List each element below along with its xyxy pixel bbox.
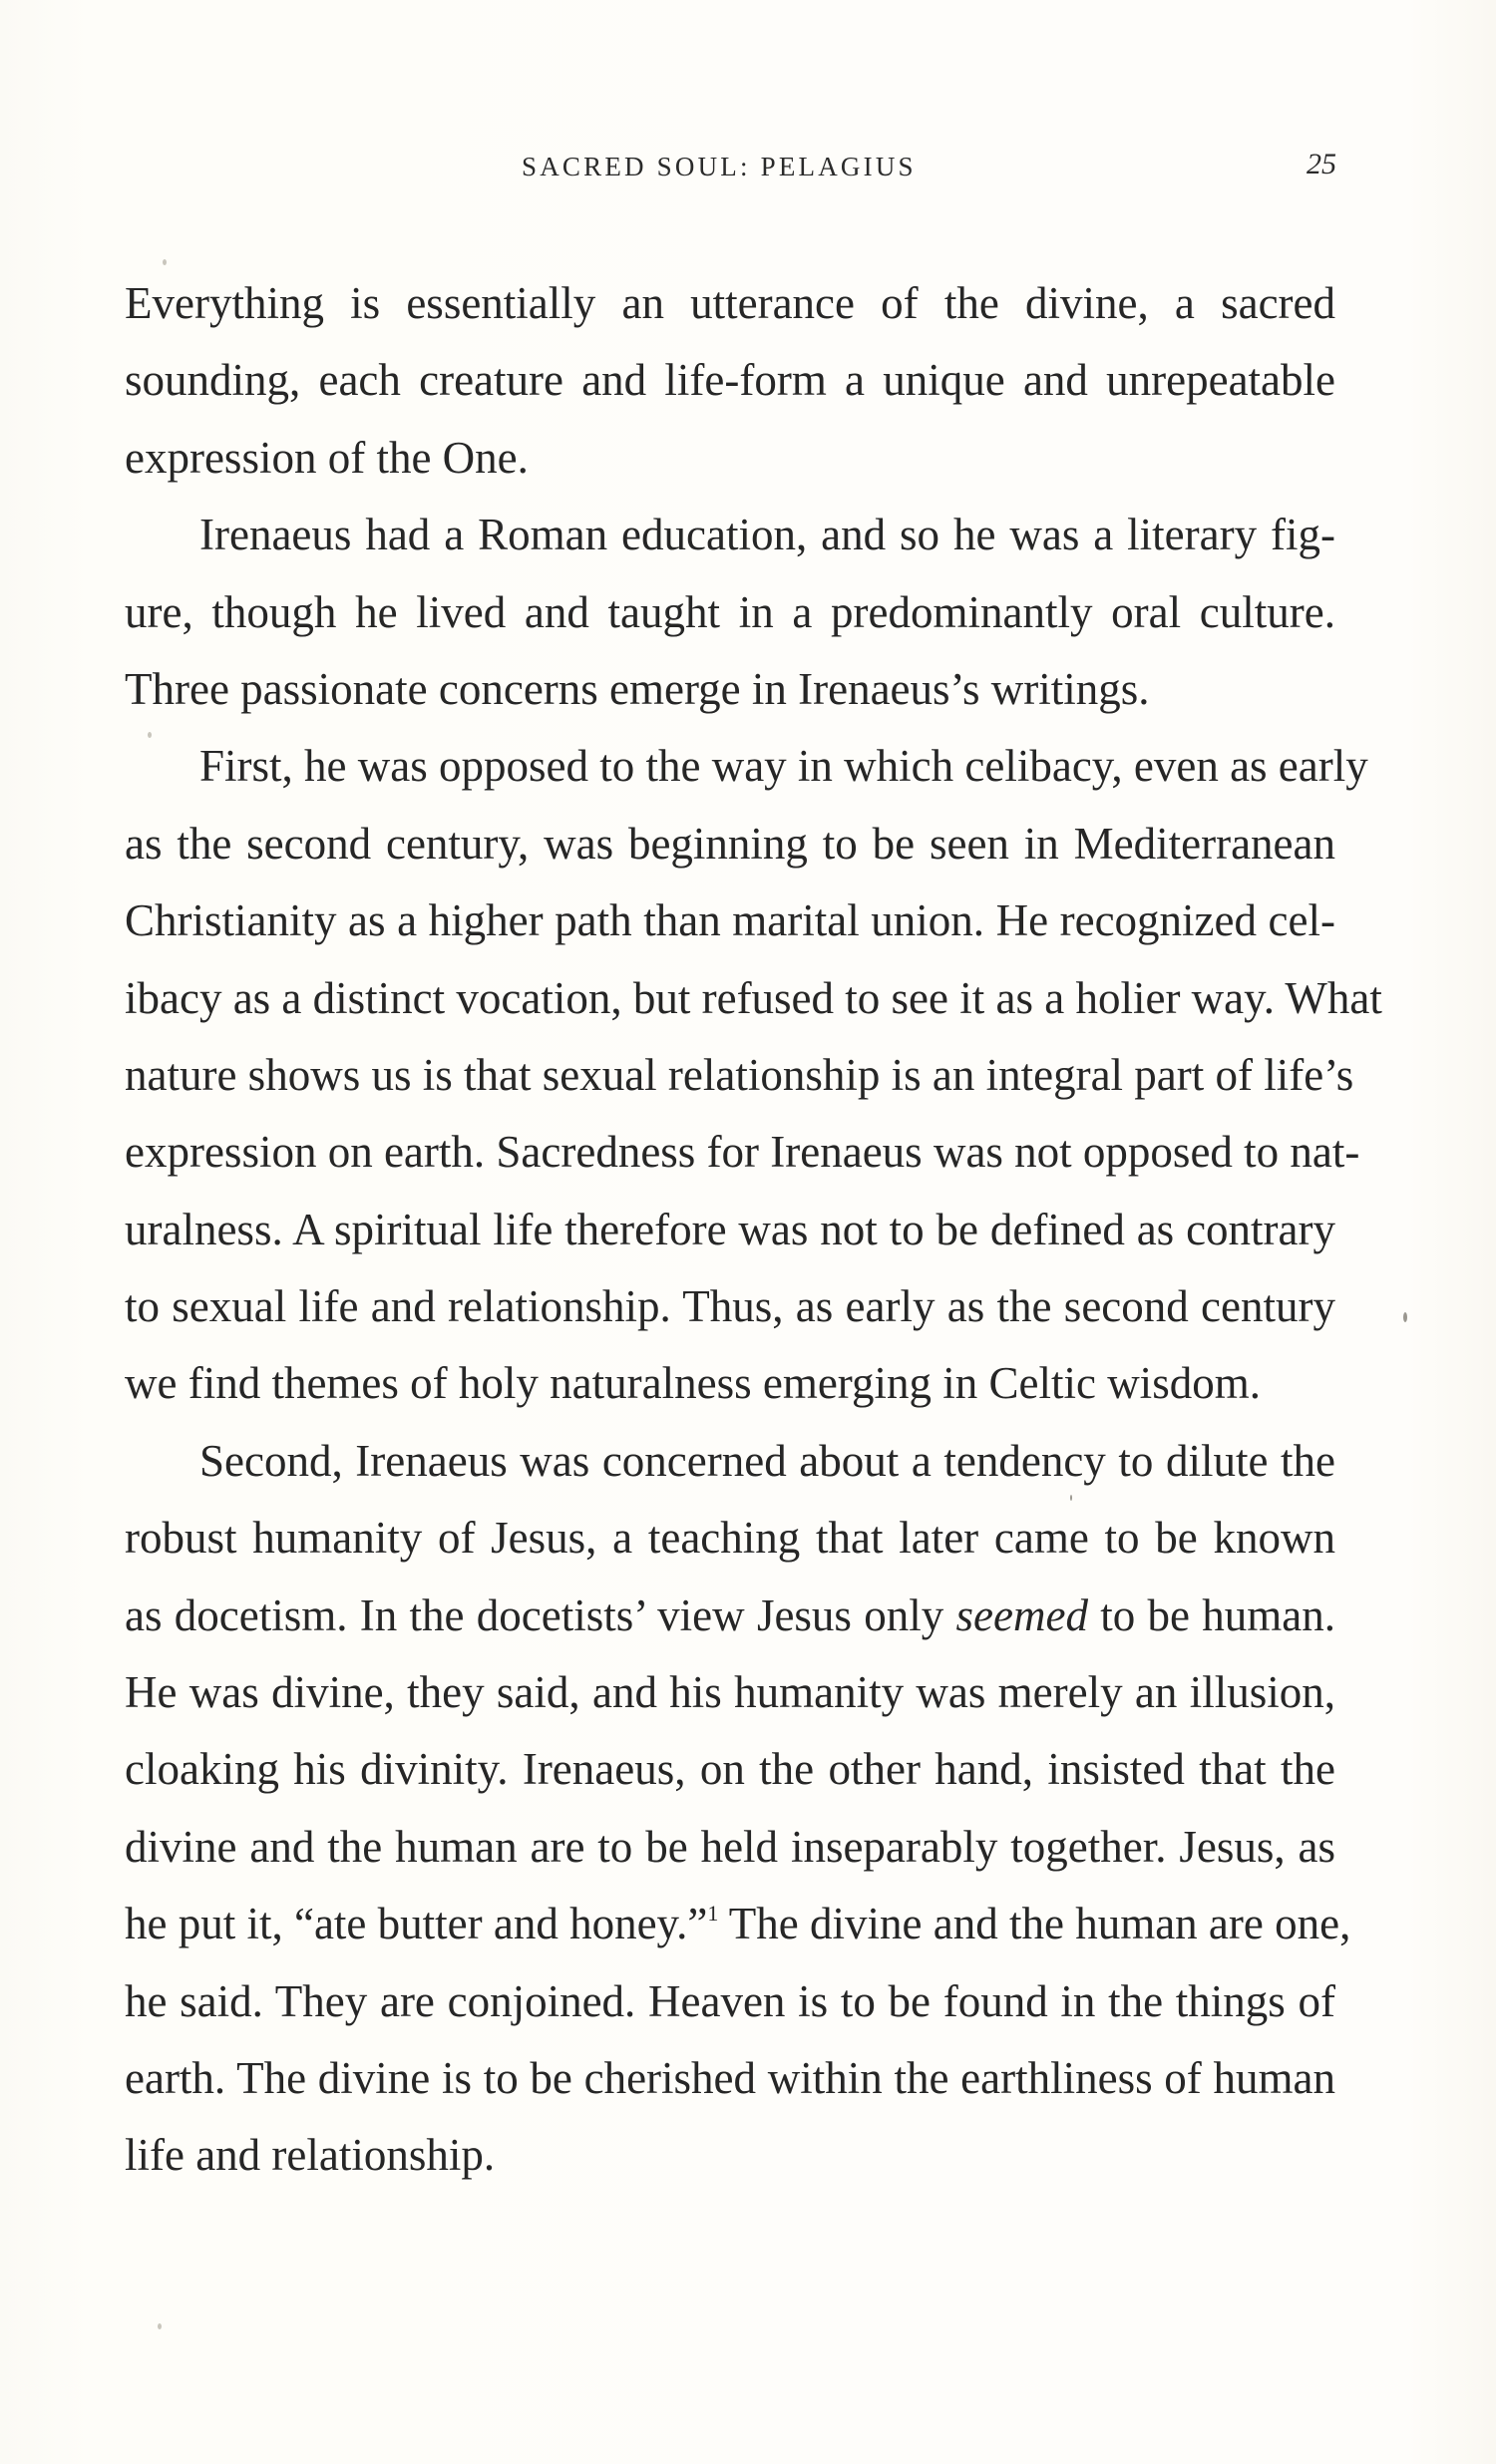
text-run: as docetism. In the docetists’ view Jesus only <box>125 1589 956 1640</box>
page-number: 25 <box>1307 148 1336 180</box>
paragraph <box>125 728 1382 1423</box>
text-line: as the second century, was beginning to be seen in Mediterranean <box>125 818 1335 869</box>
text-line: we find themes of holy naturalness emerging in Celtic wisdom. <box>125 1358 1261 1409</box>
text-line: cloaking his divinity. Irenaeus, on the other hand, insisted that the <box>125 1744 1335 1795</box>
text-line: Three passionate concerns emerge in Irenaeus’s writings. <box>125 663 1150 714</box>
text-line: ure, though he lived and taught in a predominantly oral culture. <box>125 586 1335 637</box>
text-line: expression on earth. Sacredness for Irenaeus was not opposed to nat- <box>125 1127 1360 1178</box>
text-line: First, he was opposed to the way in which celibacy, even as early <box>199 741 1368 792</box>
text-line-with-emphasis <box>125 1578 1335 1654</box>
text-line: ibacy as a distinct vocation, but refused to see it as a holier way. What <box>125 972 1382 1023</box>
text-line: Christianity as a higher path than marital union. He recognized cel- <box>125 895 1335 946</box>
scan-speck <box>1070 1495 1072 1501</box>
text-line: nature shows us is that sexual relationship is an integral part of life’s <box>125 1049 1354 1100</box>
scan-speck <box>148 732 152 738</box>
text-line-with-footnote <box>125 1886 1351 1962</box>
text-line: Irenaeus had a Roman education, and so he was a literary fig- <box>199 510 1335 560</box>
emphasis-text: seemed <box>955 1589 1088 1640</box>
scan-speck <box>163 259 167 265</box>
text-line: divine and the human are to be held inseparably together. Jesus, as <box>125 1821 1335 1872</box>
text-line: he said. They are conjoined. Heaven is to be found in the things of <box>125 1975 1335 2026</box>
text-line: sounding, each creature and life-form a unique and unrepeatable <box>125 355 1335 406</box>
footnote-marker[interactable]: 1 <box>707 1901 719 1927</box>
text-run: The divine and the human are one, <box>718 1899 1351 1949</box>
text-line: life and relationship. <box>125 2130 496 2181</box>
text-run: he put it, “ate butter and honey.” <box>125 1899 708 1949</box>
text-line: Everything is essentially an utterance of the divine, a sacred <box>125 278 1335 328</box>
text-run: to be human. <box>1087 1589 1335 1640</box>
running-head: SACRED SOUL: PELAGIUS <box>522 152 917 181</box>
text-line: robust humanity of Jesus, a teaching that later came to be known <box>125 1513 1335 1564</box>
scan-speck <box>1403 1312 1407 1322</box>
body-text <box>125 265 1382 2195</box>
paragraph <box>125 265 1335 497</box>
text-line: Second, Irenaeus was concerned about a tendency to dilute the <box>199 1435 1335 1486</box>
text-line: to sexual life and relationship. Thus, as early as the second century <box>125 1281 1335 1332</box>
scan-speck <box>158 2323 162 2329</box>
paragraph <box>125 497 1335 728</box>
text-line: expression of the One. <box>125 432 529 483</box>
text-line: earth. The divine is to be cherished within the earthliness of human <box>125 2052 1335 2103</box>
text-line: uralness. A spiritual life therefore was not to be defined as contrary <box>125 1204 1335 1254</box>
paragraph <box>125 1423 1351 2195</box>
text-line: He was divine, they said, and his humanity was merely an illusion, <box>125 1667 1335 1718</box>
